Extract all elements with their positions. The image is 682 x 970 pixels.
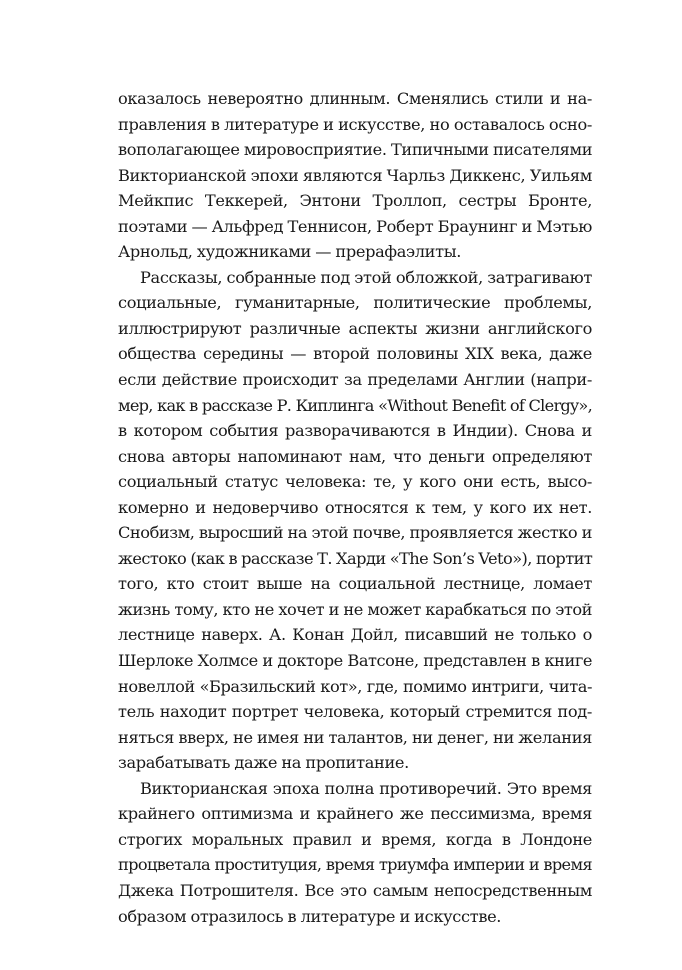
text-line: зарабатывать даже на пропитание. <box>118 753 409 773</box>
text-line: если действие происходит за пределами Англии (напри- <box>118 370 592 390</box>
text-line: Арнольд, художниками — прерафаэлиты. <box>118 242 462 262</box>
text-line: мер, как в рассказе Р. Киплинга «Without Benefit of Clergy», <box>118 395 592 415</box>
text-line: Викторианской эпохи являются Чарльз Диккенс, Уильям <box>118 165 592 185</box>
text-line: того, кто стоит выше на социальной лестнице, ломает <box>118 574 592 594</box>
text-line: поэтами — Альфред Теннисон, Роберт Браунинг и Мэтью <box>118 216 592 236</box>
text-line: общества середины — второй половины XIX века, даже <box>118 344 592 364</box>
text-line: Снобизм, выросший на этой почве, проявляется жестко и <box>118 523 592 543</box>
text-line: правления в литературе и искусстве, но оставалось осно- <box>118 114 592 134</box>
text-line: комерно и недоверчиво относятся к тем, у кого их нет. <box>118 497 592 517</box>
text-line: крайнего оптимизма и крайнего же пессимизма, время <box>118 804 592 824</box>
text-line: Шерлоке Холмсе и докторе Ватсоне, представлен в книге <box>118 651 592 671</box>
text-line: лестнице наверх. А. Конан Дойл, писавший не только о <box>118 625 592 645</box>
text-line: строгих моральных правил и время, когда в Лондоне <box>118 829 592 849</box>
paragraph <box>118 265 592 776</box>
text-line: Рассказы, собранные под этой обложкой, затрагивают <box>140 267 592 287</box>
text-line: образом отразилось в литературе и искусстве. <box>118 906 502 926</box>
text-line: снова авторы напоминают нам, что деньги определяют <box>118 446 592 466</box>
text-line: жизнь тому, кто не хочет и не может карабкаться по этой <box>118 599 592 619</box>
paragraph <box>118 86 592 265</box>
text-line: новеллой «Бразильский кот», где, помимо интриги, чита- <box>118 676 592 696</box>
text-line: Мейкпис Теккерей, Энтони Троллоп, сестры Бронте, <box>118 191 592 211</box>
text-line: няться вверх, не имея ни талантов, ни денег, ни желания <box>118 727 592 747</box>
text-line: процветала проституция, время триумфа империи и время <box>118 855 592 875</box>
text-line: Джека Потрошителя. Все это самым непосредственным <box>118 880 592 900</box>
text-line: вополагающее мировосприятие. Типичными писателями <box>118 140 593 160</box>
body-text <box>118 86 592 929</box>
text-line: Викторианская эпоха полна противоречий. Это время <box>140 778 592 798</box>
text-line: жестоко (как в рассказе Т. Харди «The Son’s Veto»), портит <box>118 548 593 568</box>
text-line: тель находит портрет человека, который стремится под- <box>118 702 592 722</box>
text-line: в котором события разворачиваются в Индии). Снова и <box>118 421 592 441</box>
text-line: социальные, гуманитарные, политические проблемы, <box>118 293 592 313</box>
text-line: иллюстрируют различные аспекты жизни английского <box>118 318 592 338</box>
paragraph <box>118 776 592 929</box>
text-line: оказалось невероятно длинным. Сменялись стили и на- <box>118 89 592 108</box>
text-line: социальный статус человека: те, у кого они есть, высо- <box>118 472 592 492</box>
